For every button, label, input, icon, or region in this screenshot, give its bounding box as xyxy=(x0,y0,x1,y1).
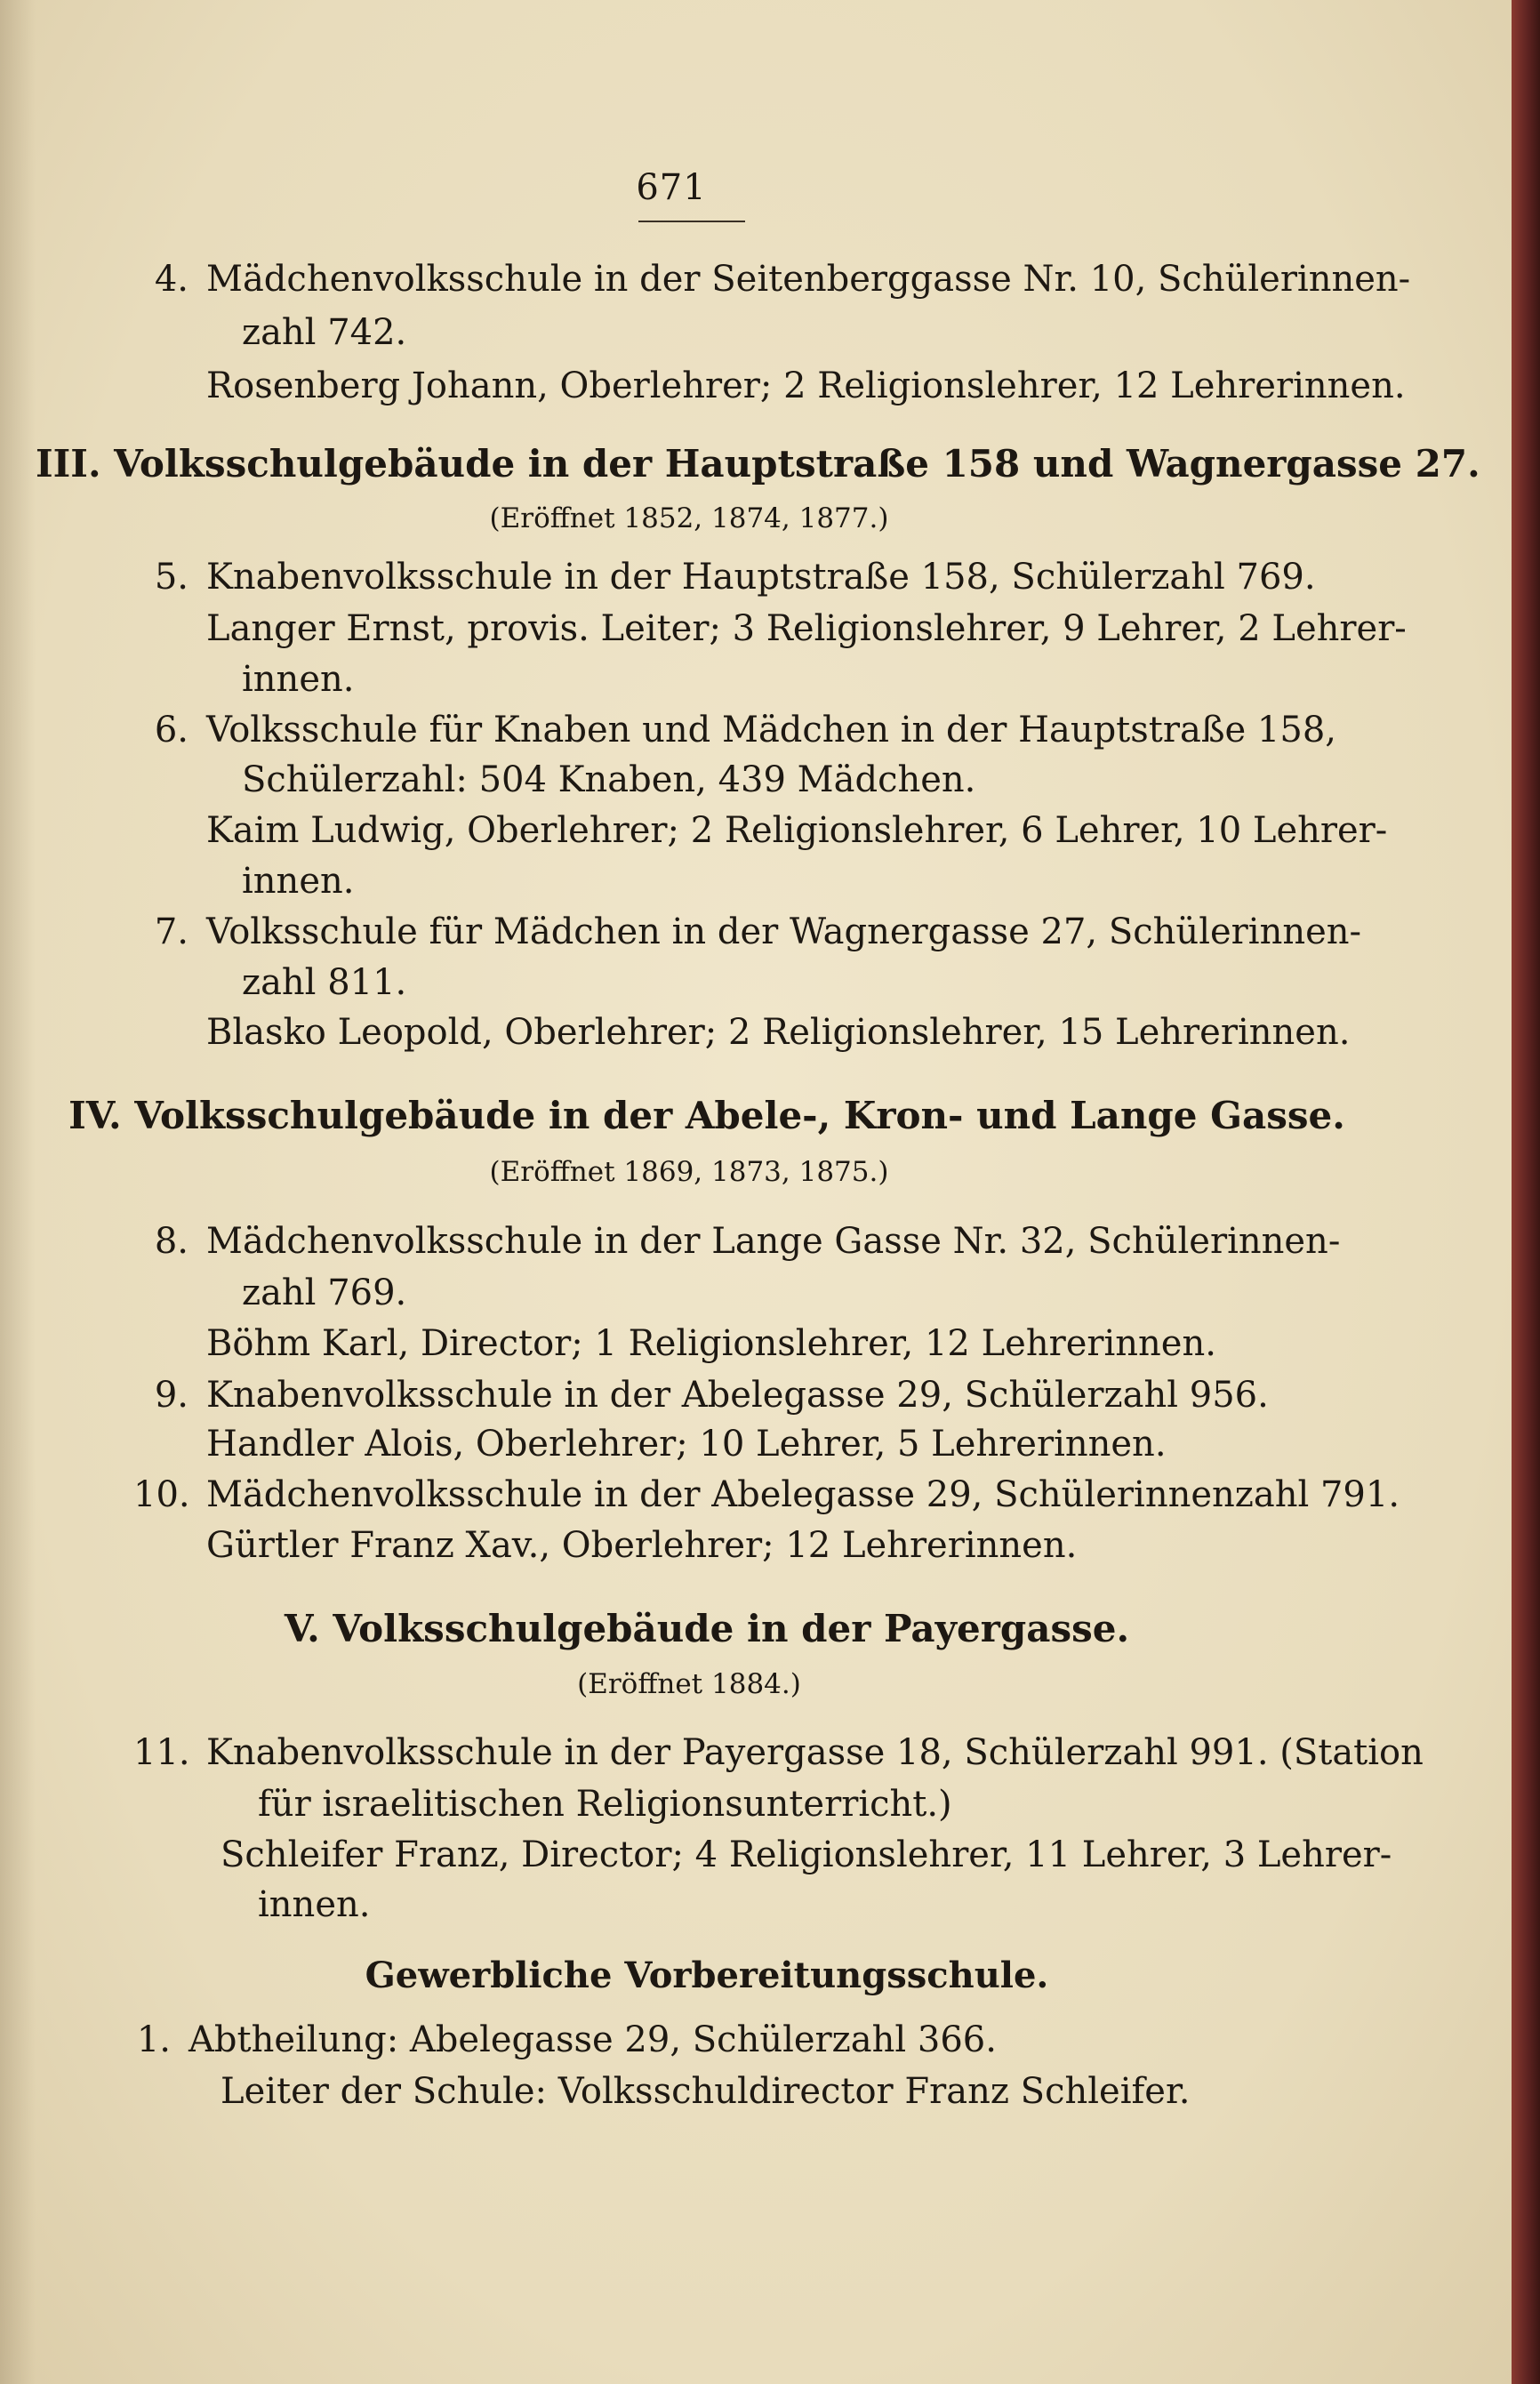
entry-6-staff: Kaim Ludwig, Oberlehrer; 2 Religionslehrer, 6 Lehrer, 10 Lehrer- xyxy=(206,810,1388,851)
entry-number: 6. xyxy=(154,710,188,751)
section-opened-iv: (Eröffnet 1869, 1873, 1875.) xyxy=(489,1156,889,1188)
section-opened-v: (Eröffnet 1884.) xyxy=(577,1668,801,1700)
entry-number: 8. xyxy=(154,1221,188,1262)
entry-4-staff: Rosenberg Johann, Oberlehrer; 2 Religionslehrer, 12 Lehrerinnen. xyxy=(206,365,1406,406)
entry-number: 5. xyxy=(154,557,188,598)
entry-9-staff: Handler Alois, Oberlehrer; 10 Lehrer, 5 Lehrerinnen. xyxy=(206,1424,1167,1465)
entry-11-staff-cont: innen. xyxy=(258,1884,371,1925)
entry-text: Abtheilung: Abelegasse 29, Schülerzahl 366. xyxy=(188,2019,997,2060)
entry-5-staff-cont: innen. xyxy=(242,659,355,700)
entry-text: Knabenvolksschule in der Abelegasse 29, Schülerzahl 956. xyxy=(206,1375,1269,1416)
entry-number: 1. xyxy=(136,2019,171,2060)
entry-number: 10. xyxy=(133,1474,190,1515)
entry-6-staff-cont: innen. xyxy=(242,861,355,902)
section-heading-iii: III. Volksschulgebäude in der Hauptstraße 158 und Wagnergasse 27. xyxy=(36,442,1480,486)
entry-text: Volksschule für Mädchen in der Wagnergasse 27, Schülerinnen- xyxy=(206,911,1362,952)
entry-8-staff: Böhm Karl, Director; 1 Religionslehrer, 12 Lehrerinnen. xyxy=(206,1323,1216,1364)
entry-text: Volksschule für Knaben und Mädchen in der Hauptstraße 158, xyxy=(206,710,1336,751)
entry-6-cont: Schülerzahl: 504 Knaben, 439 Mädchen. xyxy=(242,759,976,800)
section-heading-v: V. Volksschulgebäude in der Payergasse. xyxy=(284,1607,1130,1650)
entry-7-staff: Blasko Leopold, Oberlehrer; 2 Religionslehrer, 15 Lehrerinnen. xyxy=(206,1012,1351,1053)
entry-7-cont: zahl 811. xyxy=(242,962,407,1003)
entry-text: Mädchenvolksschule in der Lange Gasse Nr. 32, Schülerinnen- xyxy=(206,1221,1341,1262)
entry-11-cont: für israelitischen Religionsunterricht.) xyxy=(258,1784,952,1825)
entry-11-staff: Schleifer Franz, Director; 4 Religionslehrer, 11 Lehrer, 3 Lehrer- xyxy=(221,1834,1392,1875)
entry-10-staff: Gürtler Franz Xav., Oberlehrer; 12 Lehrerinnen. xyxy=(206,1525,1078,1566)
entry-4-cont: zahl 742. xyxy=(242,312,407,353)
section-heading-iv: IV. Volksschulgebäude in der Abele-, Kron- und Lange Gasse. xyxy=(68,1094,1345,1137)
entry-8-cont: zahl 769. xyxy=(242,1272,407,1313)
entry-vocational-leader: Leiter der Schule: Volksschuldirector Franz Schleifer. xyxy=(221,2071,1191,2112)
entry-number: 11. xyxy=(133,1732,190,1773)
entry-number: 4. xyxy=(154,259,188,300)
book-edge xyxy=(1512,0,1540,2384)
entry-text: Knabenvolksschule in der Payergasse 18, Schülerzahl 991. (Station xyxy=(206,1732,1424,1773)
entry-text: Knabenvolksschule in der Hauptstraße 158, Schülerzahl 769. xyxy=(206,557,1316,598)
section-opened-iii: (Eröffnet 1852, 1874, 1877.) xyxy=(489,502,889,534)
page-number: 671 xyxy=(636,167,707,208)
entry-5-staff: Langer Ernst, provis. Leiter; 3 Religionslehrer, 9 Lehrer, 2 Lehrer- xyxy=(206,608,1407,649)
section-heading-vocational: Gewerbliche Vorbereitungsschule. xyxy=(365,1955,1049,1996)
entry-text: Mädchenvolksschule in der Abelegasse 29, Schülerinnenzahl 791. xyxy=(206,1474,1400,1515)
spine-shadow xyxy=(0,0,36,2384)
entry-number: 9. xyxy=(154,1375,188,1416)
page-number-rule xyxy=(638,221,745,222)
entry-text: Mädchenvolksschule in der Seitenberggasse Nr. 10, Schülerinnen- xyxy=(206,259,1411,300)
entry-number: 7. xyxy=(154,911,188,952)
